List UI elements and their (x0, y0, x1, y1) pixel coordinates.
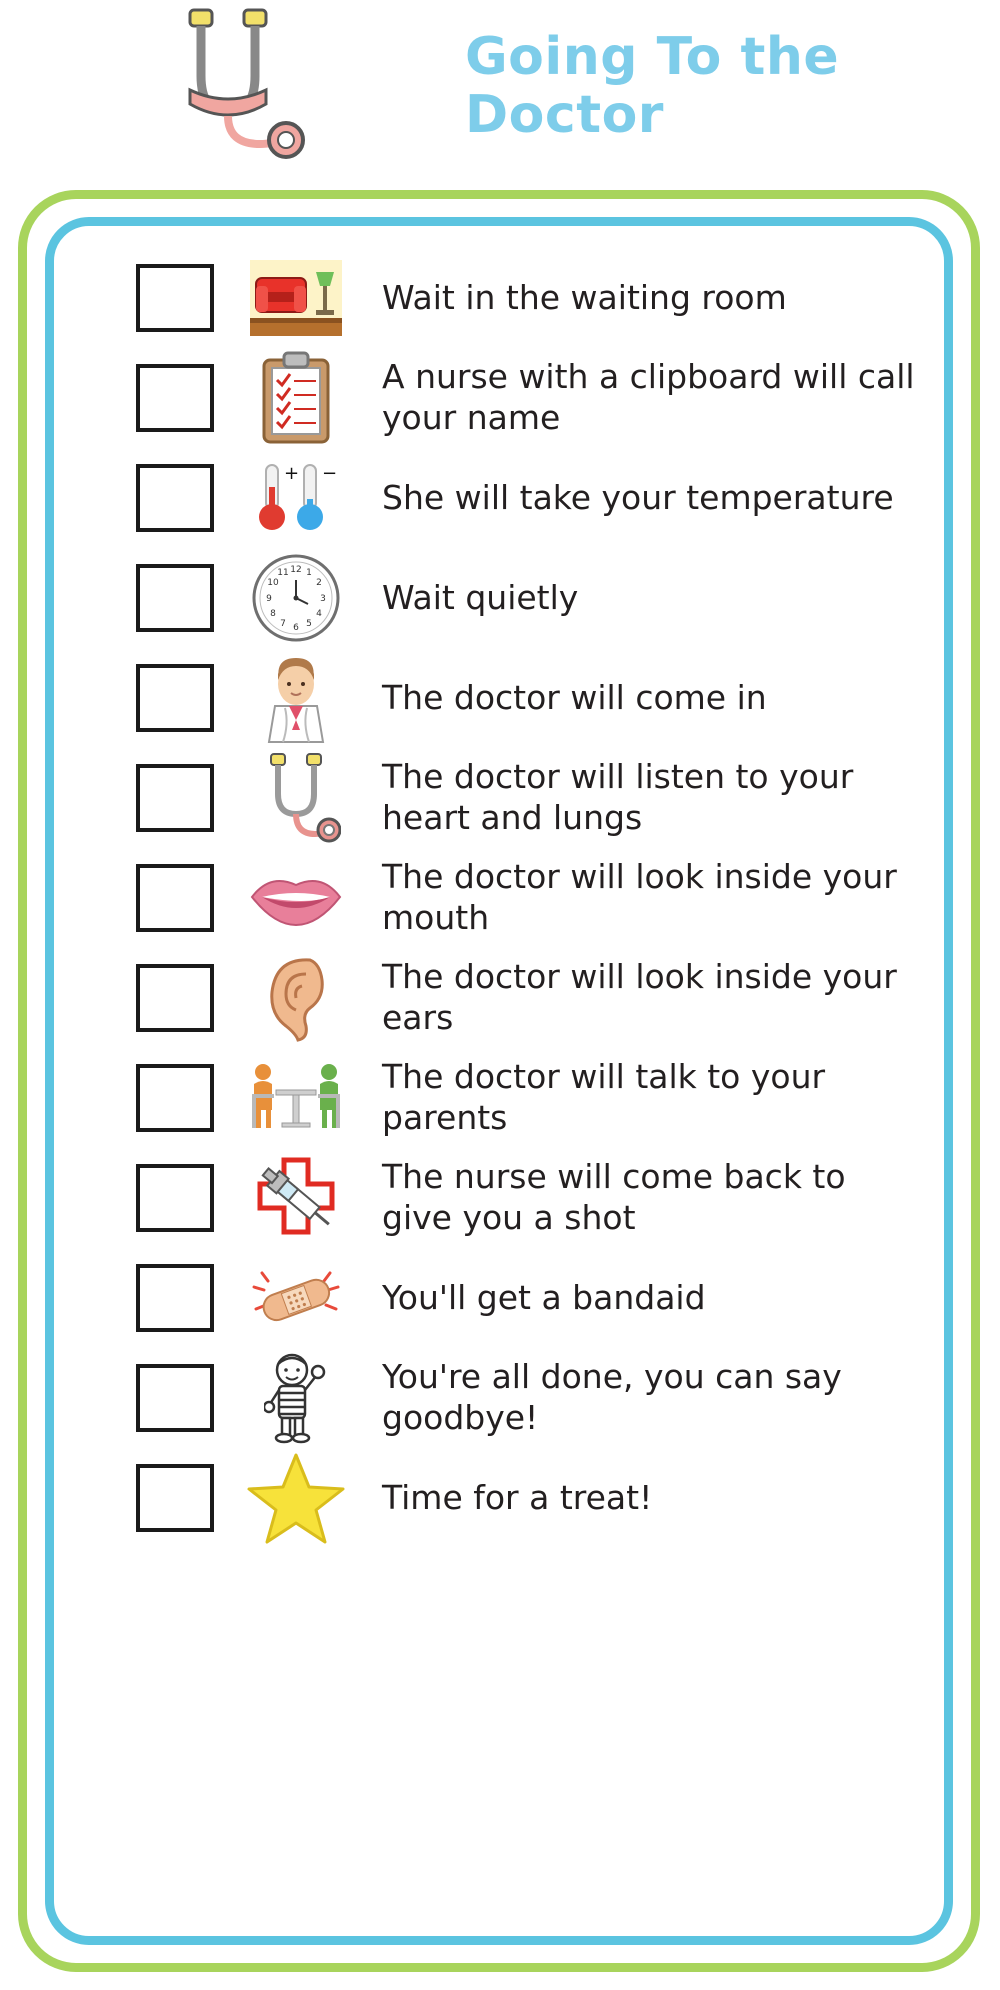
list-item[interactable] (54, 248, 944, 348)
checkbox-time-for-treat[interactable] (136, 1464, 214, 1532)
ear-icon (240, 952, 352, 1044)
list-item-label: The doctor will talk to your parents (382, 1057, 826, 1137)
svg-text:10: 10 (267, 578, 279, 588)
svg-text:2: 2 (316, 578, 322, 588)
svg-text:1: 1 (306, 568, 312, 578)
clock-icon (240, 552, 352, 644)
checklist-card (18, 190, 980, 1972)
mouth-icon (240, 852, 352, 944)
list-item[interactable] (54, 748, 944, 848)
list-item[interactable] (54, 1348, 944, 1448)
checkbox-look-inside-ears[interactable] (136, 964, 214, 1032)
thermometer-icon (240, 452, 352, 544)
list-item-label: You'll get a bandaid (382, 1277, 706, 1317)
list-item[interactable] (54, 548, 944, 648)
list-item-label: The doctor will look inside your ears (382, 957, 897, 1037)
list-item-label: You're all done, you can say goodbye! (382, 1357, 842, 1437)
checkbox-get-bandaid[interactable] (136, 1264, 214, 1332)
page-header (0, 0, 1000, 190)
checkbox-all-done-goodbye[interactable] (136, 1364, 214, 1432)
checklist-card-inner (45, 217, 953, 1945)
svg-text:7: 7 (280, 619, 286, 629)
checkbox-look-inside-mouth[interactable] (136, 864, 214, 932)
list-item-label: Wait in the waiting room (382, 277, 787, 317)
star-icon (240, 1452, 352, 1544)
svg-text:4: 4 (316, 609, 322, 619)
svg-text:6: 6 (293, 623, 299, 633)
list-item-label: The doctor will look inside your mouth (382, 857, 897, 937)
list-item[interactable] (54, 348, 944, 448)
list-item-label: The nurse will come back to give you a shot (382, 1157, 846, 1237)
list-item[interactable] (54, 1048, 944, 1148)
checkbox-nurse-clipboard[interactable] (136, 364, 214, 432)
checkbox-doctor-comes-in[interactable] (136, 664, 214, 732)
list-item-label: Wait quietly (382, 577, 579, 617)
checklist (54, 248, 944, 1548)
checkbox-take-temperature[interactable] (136, 464, 214, 532)
svg-text:+: + (284, 463, 300, 484)
list-item-label: A nurse with a clipboard will call your name (382, 357, 915, 437)
list-item-label: The doctor will come in (382, 677, 767, 717)
list-item[interactable] (54, 1448, 944, 1548)
list-item-label: The doctor will listen to your heart and lungs (382, 757, 854, 837)
list-item-label: She will take your temperature (382, 477, 894, 517)
waving-child-icon (240, 1352, 352, 1444)
waiting-room-icon (240, 252, 352, 344)
checkbox-talk-to-parents[interactable] (136, 1064, 214, 1132)
svg-text:9: 9 (266, 594, 272, 604)
list-item[interactable] (54, 848, 944, 948)
people-table-icon (240, 1052, 352, 1144)
checkbox-listen-heart-lungs[interactable] (136, 764, 214, 832)
checkbox-wait-quietly[interactable] (136, 564, 214, 632)
svg-text:12: 12 (290, 565, 302, 575)
stethoscope-icon (140, 4, 340, 184)
svg-text:8: 8 (270, 609, 276, 619)
svg-text:3: 3 (320, 594, 326, 604)
page-title: Going To the Doctor (465, 27, 840, 146)
svg-text:−: − (322, 463, 338, 484)
checkbox-wait-waiting-room[interactable] (136, 264, 214, 332)
bandaid-icon (240, 1252, 352, 1344)
list-item[interactable] (54, 648, 944, 748)
doctor-icon (240, 652, 352, 744)
svg-text:11: 11 (277, 568, 289, 578)
stethoscope-icon (240, 752, 352, 844)
list-item[interactable] (54, 1148, 944, 1248)
list-item[interactable] (54, 1248, 944, 1348)
clipboard-icon (240, 352, 352, 444)
list-item[interactable] (54, 948, 944, 1048)
syringe-icon (240, 1152, 352, 1244)
list-item[interactable] (54, 448, 944, 548)
list-item-label: Time for a treat! (382, 1477, 653, 1517)
checkbox-get-a-shot[interactable] (136, 1164, 214, 1232)
svg-text:5: 5 (306, 619, 312, 629)
